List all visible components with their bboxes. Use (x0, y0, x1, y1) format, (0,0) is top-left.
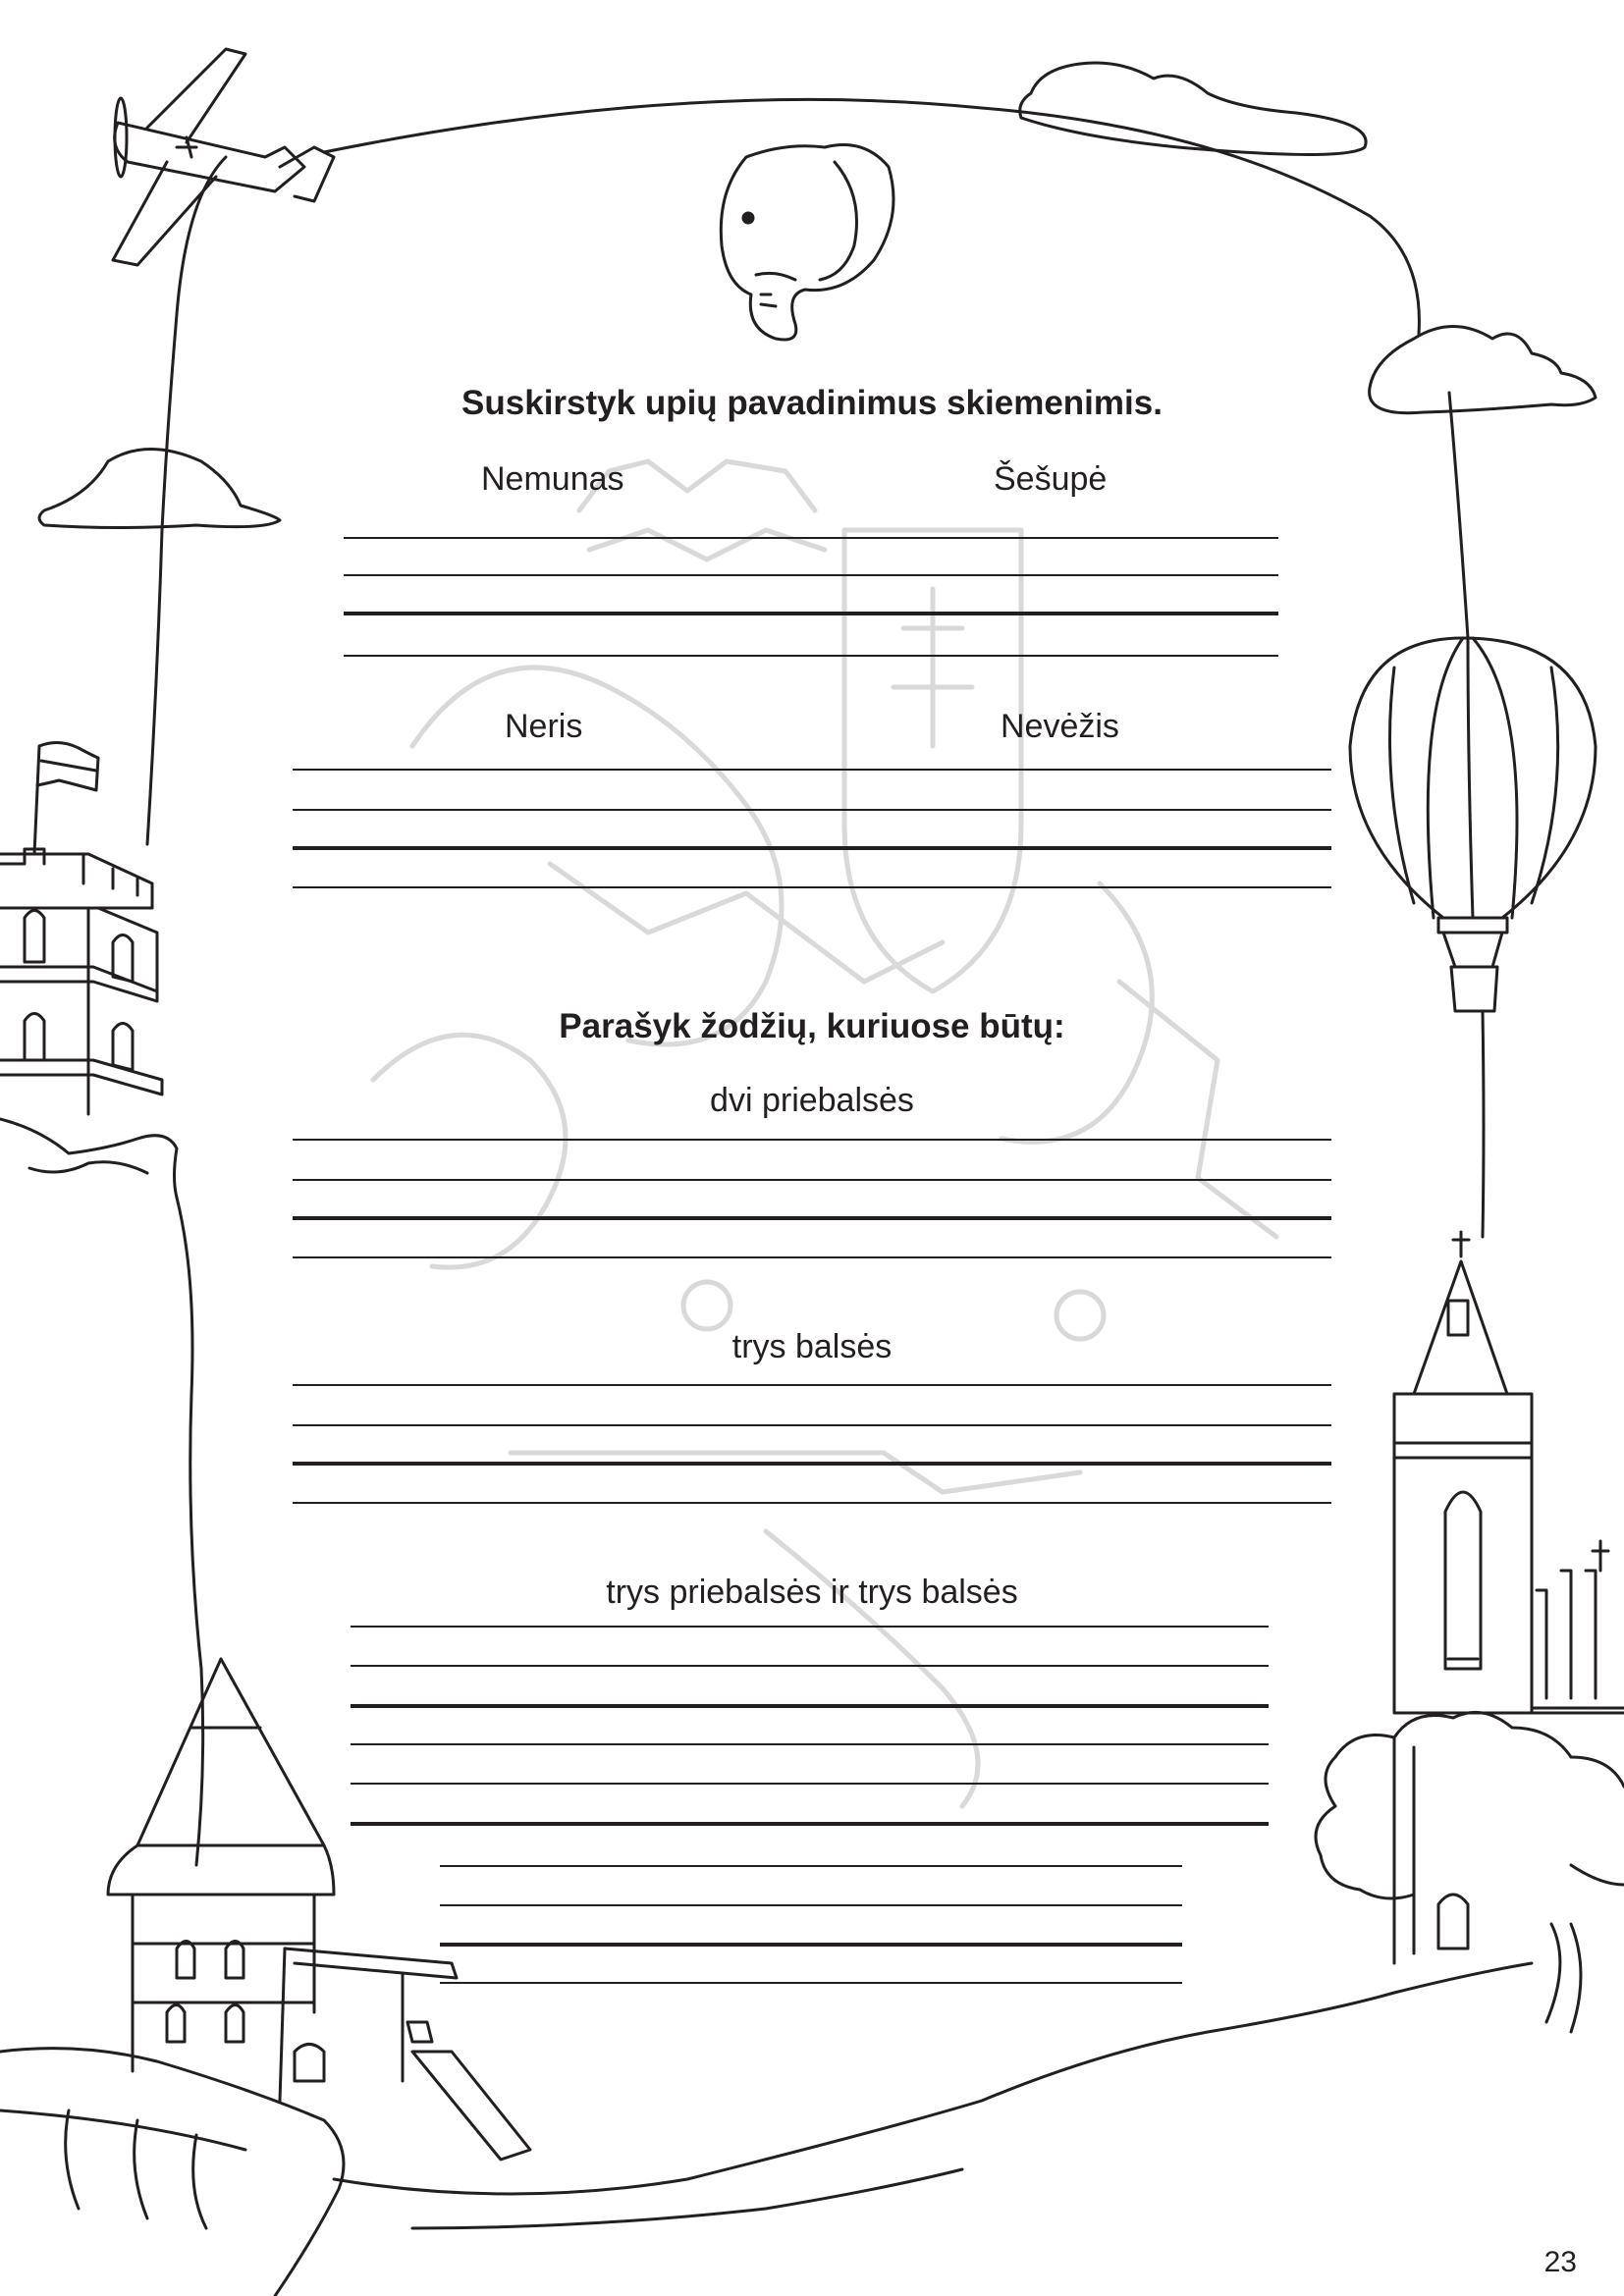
border-line-left (147, 157, 226, 844)
prompt-trys-priebalses-ir-trys-balses: trys priebalsės ir trys balsės (606, 1574, 1018, 1611)
page-number: 23 (1543, 2246, 1577, 2278)
writing-lines-6[interactable] (440, 1865, 1182, 1988)
elephant-icon (721, 145, 893, 341)
word-nevezis: Nevėžis (1001, 708, 1119, 745)
cloud-top-right-icon (1020, 63, 1366, 155)
writing-lines-5[interactable] (351, 1626, 1269, 1828)
prompt-dvi-priebalses: dvi priebalsės (710, 1082, 914, 1119)
word-sesupe: Šešupė (994, 460, 1108, 498)
border-line-right (1449, 393, 1468, 638)
writing-lines-2[interactable] (293, 769, 1331, 896)
tree-right-icon (1316, 1712, 1624, 2032)
writing-lines-4[interactable] (293, 1384, 1331, 1512)
prompt-trys-balses: trys balsės (731, 1328, 893, 1365)
airplane-icon (113, 49, 334, 265)
task1-heading: Suskirstyk upių pavadinimus skiemenimis. (461, 384, 1163, 422)
writing-lines-3[interactable] (293, 1139, 1331, 1266)
castle-tower-left-icon (0, 742, 203, 1865)
hot-air-balloon-icon (1350, 638, 1596, 1011)
border-line-top (324, 99, 1419, 334)
task2-heading: Parašyk žodžių, kuriuose būtų: (559, 1007, 1065, 1045)
word-nemunas: Nemunas (481, 460, 624, 498)
word-neris: Neris (505, 708, 583, 745)
writing-lines-1[interactable] (344, 537, 1278, 665)
cloud-left-icon (39, 450, 280, 528)
